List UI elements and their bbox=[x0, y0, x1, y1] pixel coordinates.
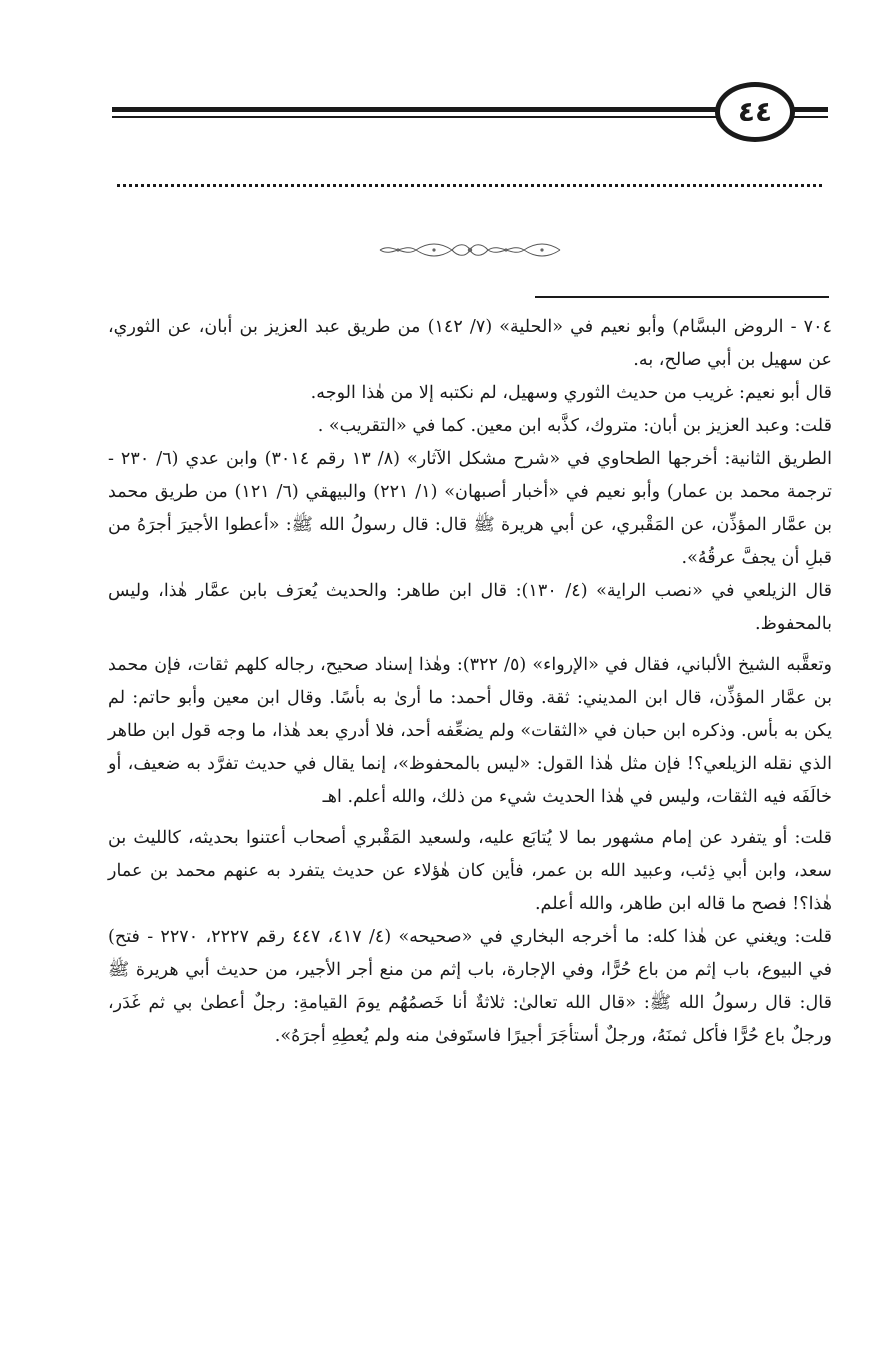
paragraph-albani: وتعقَّبه الشيخ الألباني، فقال في «الإرواء» (٥/ ٣٢٢): وهٰذا إسناد صحيح، رجاله كلهم ثقات، فإن محمد بن عمَّار المؤذِّن، قال ابن المديني: ثقة. وقال أحمد: ما أرىٰ به بأسًا. وقال ابن معين وأبو حاتم: لم يكن به بأس. وذكره ابن حبان في «الثقات» ولم يضعِّفه أحد، فلا أدري بعد هٰذا، ما وجه قول ابن طاهر الذي نقله الزيلعي؟! فإن مثل هٰذا القول: «ليس بالمحفوظ»، إنما يقال في حديث تفرَّد به ضعيف، أو خالَفَه فيه الثقات، وليس في هٰذا الحديث شيء من ذلك، والله أعلم. اهـ bbox=[108, 655, 832, 807]
paragraph-abu-nuaym: قال أبو نعيم: غريب من حديث الثوري وسهيل، لم نكتبه إلا من هٰذا الوجه. bbox=[310, 383, 832, 403]
paragraph-zaylai: قال الزيلعي في «نصب الراية» (٤/ ١٣٠): قال ابن طاهر: والحديث يُعرَف بابن عمَّار هٰذا، وليس بالمحفوظ. bbox=[108, 581, 832, 634]
paragraph-bukhari: قلت: ويغني عن هٰذا كله: ما أخرجه البخاري في «صحيحه» (٤/ ٤١٧، ٤٤٧ رقم ٢٢٢٧، ٢٢٧٠ - فتح) في البيوع، باب إثم من باع حُرًّا، وفي الإجارة، باب إثم من منع أجر الأجير، من حديث أبي هريرة ﷺ قال: قال رسولُ الله ﷺ: «قال الله تعالىٰ: ثلاثةٌ أنا خَصمُهُم يومَ القيامةِ: رجلٌ أعطىٰ بي ثم غَدَر، ورجلٌ باع حُرًّا فأكل ثمنَهُ، ورجلٌ أستأجَرَ أجيرًا فاستَوفىٰ منه ولم يُعطِهِ أجرَهُ». bbox=[108, 927, 832, 1046]
header-rule-right-thin bbox=[792, 116, 828, 118]
paragraph-second-route: الطريق الثانية: أخرجها الطحاوي في «شرح مشكل الآثار» (٨/ ١٣ رقم ٣٠١٤) وابن عدي (٦/ ٢٣٠ - ترجمة محمد بن عمار) وأبو نعيم في «أخبار أصبهان» (١/ ٢٢١) والبيهقي (٦/ ١٢١) من طريق محمد بن عمَّار المؤذِّن، عن المَقْبري، عن أبي هريرة ﷺ قال: قال رسولُ الله ﷺ: «أعطوا الأجيرَ أجرَهُ من قبلِ أن يجفَّ عرقُهُ». bbox=[108, 449, 833, 568]
footnote-rule bbox=[535, 296, 829, 298]
header-rule-thin bbox=[112, 116, 717, 118]
page-number-badge bbox=[715, 82, 795, 142]
paragraph-tafarrud: قلت: أو يتفرد عن إمام مشهور بما لا يُتابَع عليه، ولسعيد المَقْبري أصحاب أعتنوا بحديثه، كالليث بن سعد، وابن أبي ذِئب، وعبيد الله بن عمر، فأين كان هٰؤلاء عن حديث يتفرد به عنهم محمد بن عمار هٰذا؟! فصح ما قاله ابن طاهر، والله أعلم. bbox=[108, 828, 832, 914]
header-rule-thick bbox=[112, 107, 717, 112]
header-rule-right-thick bbox=[792, 107, 828, 112]
paragraph-continuation: ٧٠٤ - الروض البسَّام) وأبو نعيم في «الحلية» (٧/ ١٤٢) من طريق عبد العزيز بن أبان، عن الثوري، عن سهيل بن أبي صالح، به. bbox=[108, 317, 832, 370]
paragraph-abdulaziz: قلت: وعبد العزيز بن أبان: متروك، كذَّبه ابن معين. كما في «التقريب» . bbox=[317, 416, 832, 436]
dotted-separator bbox=[117, 184, 822, 187]
footnote-text bbox=[108, 311, 832, 1053]
floral-divider-ornament-icon bbox=[378, 241, 562, 259]
page-number: ٤٤ bbox=[737, 95, 773, 128]
